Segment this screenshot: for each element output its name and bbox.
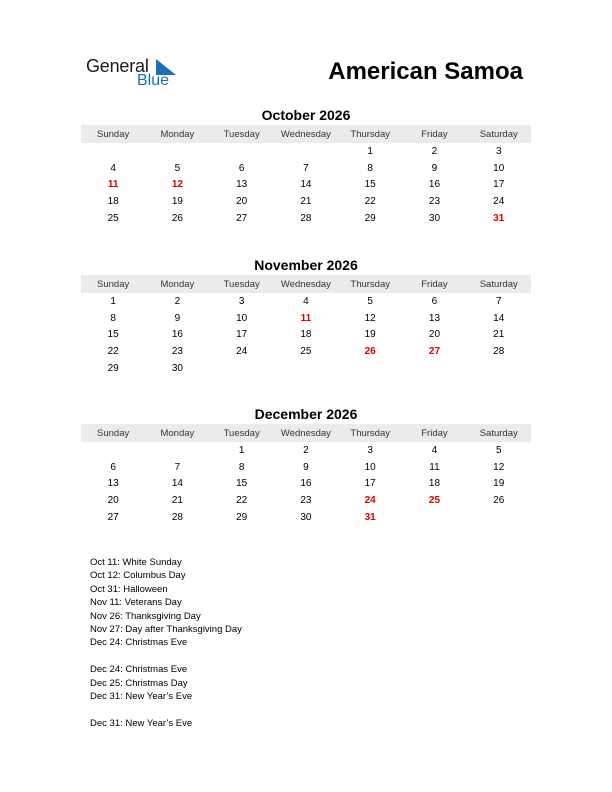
day-cell: 15 bbox=[107, 329, 119, 341]
day-cell: 15 bbox=[236, 478, 248, 490]
day-cell: 19 bbox=[364, 329, 376, 341]
weekday-header-row bbox=[81, 125, 531, 143]
day-cell: 18 bbox=[428, 478, 441, 490]
day-cell: 1 bbox=[110, 295, 116, 307]
weekday-label: Tuesday bbox=[223, 278, 260, 290]
day-cell: 12 bbox=[493, 461, 505, 473]
day-cell: 29 bbox=[236, 512, 248, 524]
day-cell: 12 bbox=[364, 312, 376, 324]
week-row bbox=[81, 360, 531, 377]
weekday-label: Wednesday bbox=[280, 427, 331, 439]
day-cell: 22 bbox=[364, 196, 376, 208]
holiday-item: Nov 27: Day after Thanksgiving Day bbox=[90, 623, 242, 635]
month-december bbox=[81, 405, 531, 526]
day-cell: 16 bbox=[428, 179, 441, 191]
weekday-label: Thursday bbox=[350, 128, 390, 140]
day-cell: 1 bbox=[367, 145, 373, 157]
day-cell: 28 bbox=[171, 512, 183, 524]
day-cell: 10 bbox=[236, 312, 248, 324]
day-cell-holiday: 11 bbox=[300, 312, 312, 324]
day-cell: 7 bbox=[303, 162, 309, 174]
day-cell: 6 bbox=[431, 295, 438, 307]
day-cell: 25 bbox=[300, 346, 312, 358]
day-cell: 13 bbox=[428, 312, 441, 324]
day-cell: 23 bbox=[300, 495, 312, 507]
weekday-label: Sunday bbox=[97, 278, 130, 290]
weekday-label: Tuesday bbox=[223, 427, 260, 439]
weekday-label: Friday bbox=[421, 278, 448, 290]
logo bbox=[86, 56, 186, 92]
day-cell: 20 bbox=[236, 196, 248, 208]
day-cell: 21 bbox=[300, 196, 312, 208]
day-cell: 23 bbox=[171, 346, 183, 358]
day-cell: 27 bbox=[107, 512, 119, 524]
day-cell-holiday: 27 bbox=[428, 346, 441, 358]
week-row bbox=[81, 177, 531, 194]
day-cell: 24 bbox=[236, 346, 248, 358]
holiday-item: Oct 31: Halloween bbox=[90, 583, 168, 595]
weekday-label: Thursday bbox=[350, 427, 390, 439]
weekday-label: Sunday bbox=[97, 128, 130, 140]
country-title: American Samoa bbox=[328, 58, 523, 85]
week-row bbox=[81, 160, 531, 177]
day-cell: 6 bbox=[238, 162, 245, 174]
holiday-item: Nov 26: Thanksgiving Day bbox=[90, 610, 201, 622]
weekday-label: Monday bbox=[160, 278, 195, 290]
week-row bbox=[81, 143, 531, 160]
day-cell: 9 bbox=[431, 162, 438, 174]
day-cell: 2 bbox=[303, 444, 309, 456]
day-cell: 8 bbox=[367, 162, 373, 174]
weekday-label: Monday bbox=[160, 427, 195, 439]
week-row bbox=[81, 442, 531, 459]
day-cell: 26 bbox=[171, 213, 183, 225]
week-row bbox=[81, 343, 531, 360]
holiday-item: Dec 31: New Year’s Eve bbox=[90, 717, 193, 729]
day-cell-holiday: 26 bbox=[364, 346, 376, 358]
week-row bbox=[81, 327, 531, 344]
day-cell: 8 bbox=[110, 312, 116, 324]
holiday-item: Dec 24: Christmas Eve bbox=[90, 664, 188, 676]
day-cell: 20 bbox=[428, 329, 441, 341]
holiday-item: Nov 11: Veterans Day bbox=[90, 597, 182, 609]
weekday-label: Thursday bbox=[350, 278, 390, 290]
logo-word-blue: Blue bbox=[137, 72, 170, 89]
holiday-item: Dec 25: Christmas Day bbox=[90, 677, 188, 689]
day-cell: 4 bbox=[303, 295, 309, 307]
day-cell: 13 bbox=[107, 478, 119, 490]
month-title: December 2026 bbox=[254, 406, 358, 422]
day-cell: 29 bbox=[364, 213, 376, 225]
week-row bbox=[81, 459, 531, 476]
day-cell: 4 bbox=[110, 162, 116, 174]
day-cell: 14 bbox=[171, 478, 183, 490]
day-cell: 16 bbox=[171, 329, 183, 341]
day-cell: 4 bbox=[431, 444, 438, 456]
weekday-label: Friday bbox=[421, 427, 448, 439]
day-cell: 30 bbox=[171, 363, 183, 375]
day-cell: 2 bbox=[174, 295, 181, 307]
holiday-item: Oct 11: White Sunday bbox=[90, 557, 182, 568]
day-cell: 22 bbox=[107, 346, 119, 358]
day-cell: 20 bbox=[107, 495, 119, 507]
month-november bbox=[81, 256, 531, 377]
day-cell: 1 bbox=[238, 444, 245, 456]
day-cell: 5 bbox=[495, 444, 502, 456]
day-cell-holiday: 31 bbox=[493, 213, 505, 225]
day-cell: 29 bbox=[107, 363, 119, 375]
day-cell: 18 bbox=[107, 196, 119, 208]
day-cell-holiday: 24 bbox=[364, 495, 376, 507]
day-cell: 22 bbox=[236, 495, 248, 507]
day-cell: 28 bbox=[493, 346, 505, 358]
month-october bbox=[81, 106, 531, 227]
day-cell: 24 bbox=[493, 196, 505, 208]
day-cell: 10 bbox=[364, 461, 376, 473]
day-cell: 11 bbox=[429, 461, 440, 473]
day-cell: 30 bbox=[300, 512, 312, 524]
day-cell: 14 bbox=[493, 312, 505, 324]
day-cell: 30 bbox=[428, 213, 441, 225]
week-row bbox=[81, 210, 531, 227]
day-cell: 18 bbox=[300, 329, 312, 341]
day-cell: 5 bbox=[367, 295, 373, 307]
day-cell: 3 bbox=[238, 295, 245, 307]
day-cell: 14 bbox=[300, 179, 312, 191]
day-cell: 17 bbox=[364, 478, 376, 490]
week-row bbox=[81, 492, 531, 509]
holiday-item: Dec 24: Christmas Eve bbox=[90, 637, 188, 649]
weekday-label: Wednesday bbox=[280, 128, 331, 140]
holiday-item: Oct 12: Columbus Day bbox=[90, 570, 186, 582]
day-cell: 28 bbox=[300, 213, 312, 225]
day-cell: 9 bbox=[303, 461, 309, 473]
weekday-label: Sunday bbox=[97, 427, 130, 439]
weekday-label: Wednesday bbox=[280, 278, 331, 290]
day-cell: 6 bbox=[110, 461, 116, 473]
day-cell: 3 bbox=[495, 145, 502, 157]
weekday-label: Tuesday bbox=[223, 128, 260, 140]
day-cell: 17 bbox=[493, 179, 505, 191]
day-cell: 10 bbox=[493, 162, 505, 174]
day-cell: 27 bbox=[236, 213, 248, 225]
day-cell: 25 bbox=[107, 213, 119, 225]
weekday-label: Monday bbox=[160, 128, 195, 140]
weekday-label: Saturday bbox=[479, 427, 518, 439]
week-row bbox=[81, 293, 531, 310]
week-row bbox=[81, 509, 531, 526]
week-row bbox=[81, 310, 531, 327]
day-cell-holiday: 25 bbox=[428, 495, 441, 507]
day-cell: 2 bbox=[431, 145, 438, 157]
day-cell-holiday: 11 bbox=[107, 179, 119, 191]
day-cell: 21 bbox=[171, 495, 183, 507]
day-cell: 5 bbox=[174, 162, 181, 174]
day-cell: 19 bbox=[171, 196, 183, 208]
day-cell: 15 bbox=[364, 179, 376, 191]
day-cell-holiday: 12 bbox=[171, 179, 183, 191]
day-cell: 26 bbox=[493, 495, 505, 507]
weekday-label: Saturday bbox=[479, 278, 518, 290]
holiday-spacer bbox=[90, 650, 242, 663]
day-cell-holiday: 31 bbox=[364, 512, 376, 524]
day-cell: 7 bbox=[495, 295, 502, 307]
weekday-label: Friday bbox=[421, 128, 448, 140]
holiday-list bbox=[90, 556, 242, 730]
holiday-spacer bbox=[90, 703, 242, 716]
day-cell: 16 bbox=[300, 478, 312, 490]
weekday-header-row bbox=[81, 275, 531, 293]
logo-word-general: General bbox=[86, 56, 149, 76]
month-title: November 2026 bbox=[254, 257, 358, 273]
day-cell: 9 bbox=[174, 312, 181, 324]
week-row bbox=[81, 193, 531, 210]
weekday-label: Saturday bbox=[479, 128, 518, 140]
month-title: October 2026 bbox=[261, 107, 351, 123]
day-cell: 23 bbox=[428, 196, 441, 208]
day-cell: 19 bbox=[493, 478, 505, 490]
holiday-item: Dec 31: New Year’s Eve bbox=[90, 690, 193, 702]
day-cell: 17 bbox=[236, 329, 248, 341]
day-cell: 8 bbox=[238, 461, 245, 473]
day-cell: 21 bbox=[493, 329, 505, 341]
week-row bbox=[81, 476, 531, 493]
day-cell: 7 bbox=[174, 461, 181, 473]
weekday-header-row bbox=[81, 424, 531, 442]
day-cell: 13 bbox=[236, 179, 248, 191]
day-cell: 3 bbox=[367, 444, 373, 456]
